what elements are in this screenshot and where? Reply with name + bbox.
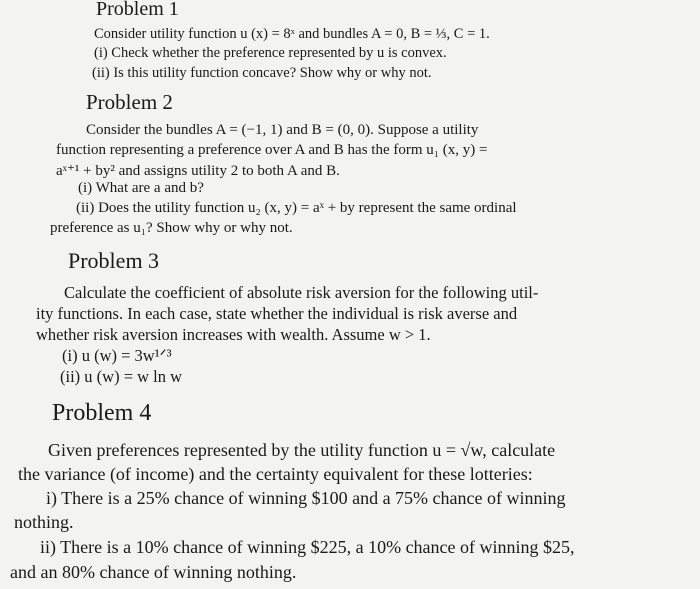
- problem-1-line-3: (ii) Is this utility function concave? Show why or why not.: [92, 65, 432, 81]
- problem-4-heading: Problem 4: [52, 400, 152, 426]
- problem-4-line-3: i) There is a 25% chance of winning $100 and a 75% chance of winning: [46, 488, 566, 508]
- problem-2-line-3: aˣ⁺¹ + by² and assigns utility 2 to both A and B.: [56, 163, 340, 179]
- problem-1-line-1: Consider utility function u (x) = 8ˣ and bundles A = 0, B = ⅓, C = 1.: [94, 26, 490, 42]
- problem-2-line-2: function representing a preference over A and B has the form u₁ (x, y) =: [56, 142, 488, 158]
- problem-4-line-5: ii) There is a 10% chance of winning $225, a 10% chance of winning $25,: [40, 537, 575, 557]
- problem-4-line-2: the variance (of income) and the certainty equivalent for these lotteries:: [18, 464, 533, 484]
- problem-4-line-1: Given preferences represented by the utility function u = √w, calculate: [48, 440, 556, 460]
- problem-2-line-4: (i) What are a and b?: [78, 180, 204, 196]
- problem-2-line-6: preference as u₁? Show why or why not.: [50, 220, 293, 236]
- problem-1-heading: Problem 1: [96, 0, 179, 20]
- problem-3-line-2: ity functions. In each case, state whether the individual is risk averse and: [36, 304, 518, 323]
- problem-4-line-4: nothing.: [14, 512, 74, 532]
- problem-2-line-1: Consider the bundles A = (−1, 1) and B = (0, 0). Suppose a utility: [86, 122, 479, 138]
- problem-3-line-5: (ii) u (w) = w ln w: [60, 367, 183, 386]
- problem-3-line-1: Calculate the coefficient of absolute risk aversion for the following util-: [64, 283, 539, 302]
- problem-3-line-4: (i) u (w) = 3w¹ᐟ³: [62, 346, 172, 365]
- problem-2-heading: Problem 2: [86, 90, 173, 114]
- problem-1-line-2: (i) Check whether the preference represented by u is convex.: [94, 45, 447, 61]
- problem-4-line-6: and an 80% chance of winning nothing.: [10, 562, 297, 582]
- problem-2-line-5: (ii) Does the utility function u₂ (x, y) = aˣ + by represent the same ordinal: [76, 200, 517, 216]
- problem-3-line-3: whether risk aversion increases with wealth. Assume w > 1.: [36, 325, 431, 344]
- problem-3-heading: Problem 3: [68, 248, 160, 273]
